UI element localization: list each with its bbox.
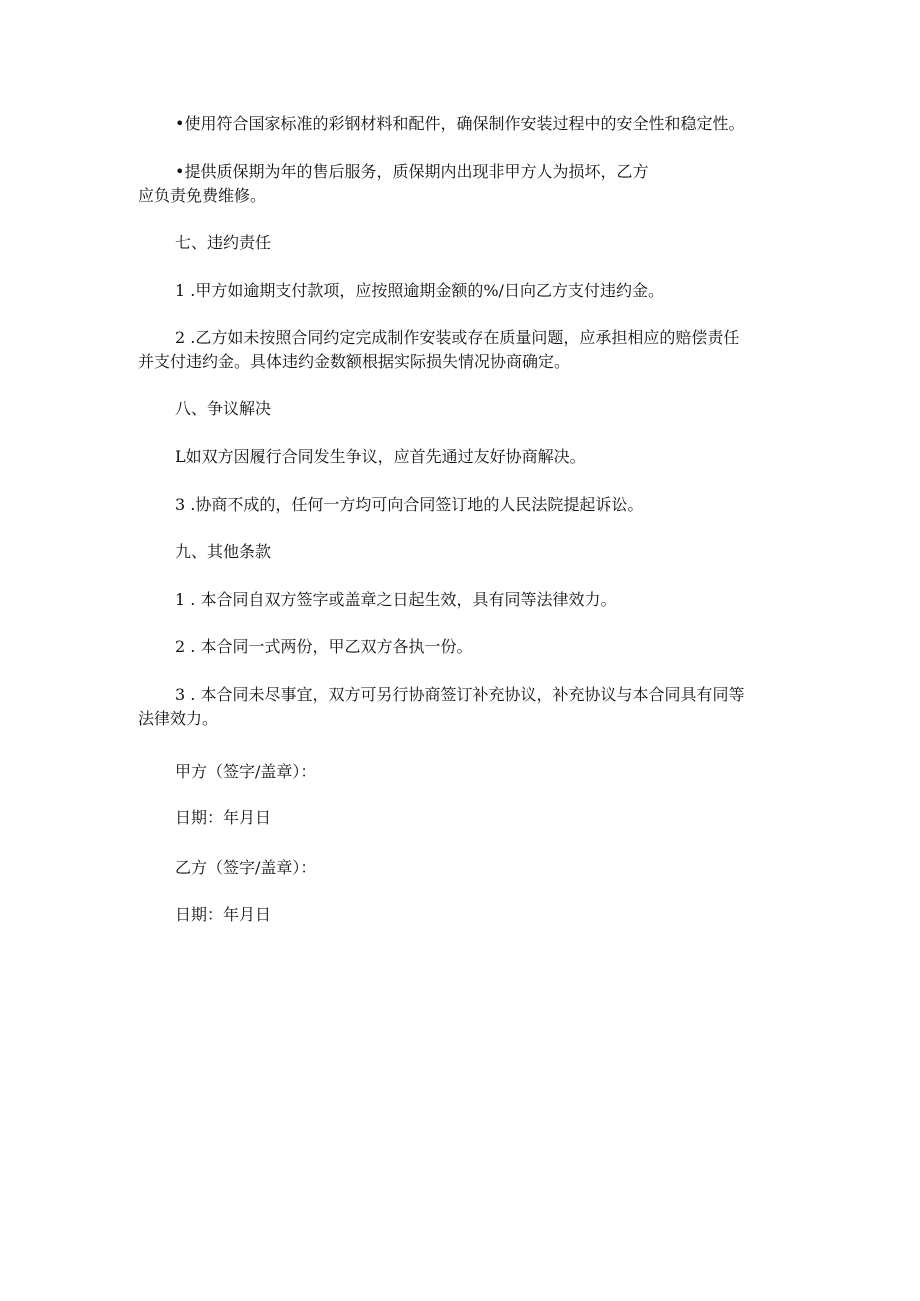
text-line: 2 .乙方如未按照合同约定完成制作安装或存在质量问题，应承担相应的赔偿责任 <box>175 328 740 347</box>
party-a-date <box>138 806 825 830</box>
section-heading-other <box>138 540 825 564</box>
text-line: 日期：年月日 <box>175 808 272 827</box>
text-line: 1 . 本合同自双方签字或盖章之日起生效，具有同等法律效力。 <box>175 590 617 609</box>
party-a-signature <box>138 760 825 784</box>
clause-negotiation <box>138 445 825 469</box>
party-b-signature <box>138 856 825 880</box>
clause-litigation <box>138 493 825 517</box>
section-heading-breach <box>138 231 825 255</box>
text-line: 乙方（签字/盖章）： <box>175 858 317 877</box>
bullet-materials <box>138 112 825 136</box>
clause-quality-liability <box>138 326 825 374</box>
text-line: 九、其他条款 <box>175 542 272 561</box>
clause-late-payment <box>138 279 825 303</box>
text-line: 3 . 本合同未尽事宜，双方可另行协商签订补充协议，补充协议与本合同具有同等 <box>175 685 745 704</box>
party-b-date <box>138 903 825 927</box>
clause-copies <box>138 635 825 659</box>
clause-supplement <box>138 683 825 731</box>
text-line: 八、争议解决 <box>175 399 272 418</box>
text-line: 法律效力。 <box>138 709 219 728</box>
section-heading-dispute <box>138 397 825 421</box>
bullet-warranty <box>138 160 825 208</box>
text-line: 应负责免费维修。 <box>138 186 267 205</box>
text-line: •提供质保期为年的售后服务，质保期内出现非甲方人为损坏，乙方 <box>175 162 649 181</box>
text-line: •使用符合国家标准的彩钢材料和配件，确保制作安装过程中的安全性和稳定性。 <box>175 114 745 133</box>
clause-effectiveness <box>138 588 825 612</box>
text-line: 并支付违约金。具体违约金数额根据实际损失情况协商确定。 <box>138 352 571 371</box>
text-line: 1 .甲方如逾期支付款项，应按照逾期金额的%/日向乙方支付违约金。 <box>175 281 664 300</box>
text-line: 2 . 本合同一式两份，甲乙双方各执一份。 <box>175 637 473 656</box>
text-line: 甲方（签字/盖章）： <box>175 762 317 781</box>
text-line: 3 .协商不成的，任何一方均可向合同签订地的人民法院提起诉讼。 <box>175 495 644 514</box>
text-line: 日期：年月日 <box>175 905 272 924</box>
text-line: 七、违约责任 <box>175 233 272 252</box>
text-line: L如双方因履行合同发生争议，应首先通过友好协商解决。 <box>175 447 586 466</box>
